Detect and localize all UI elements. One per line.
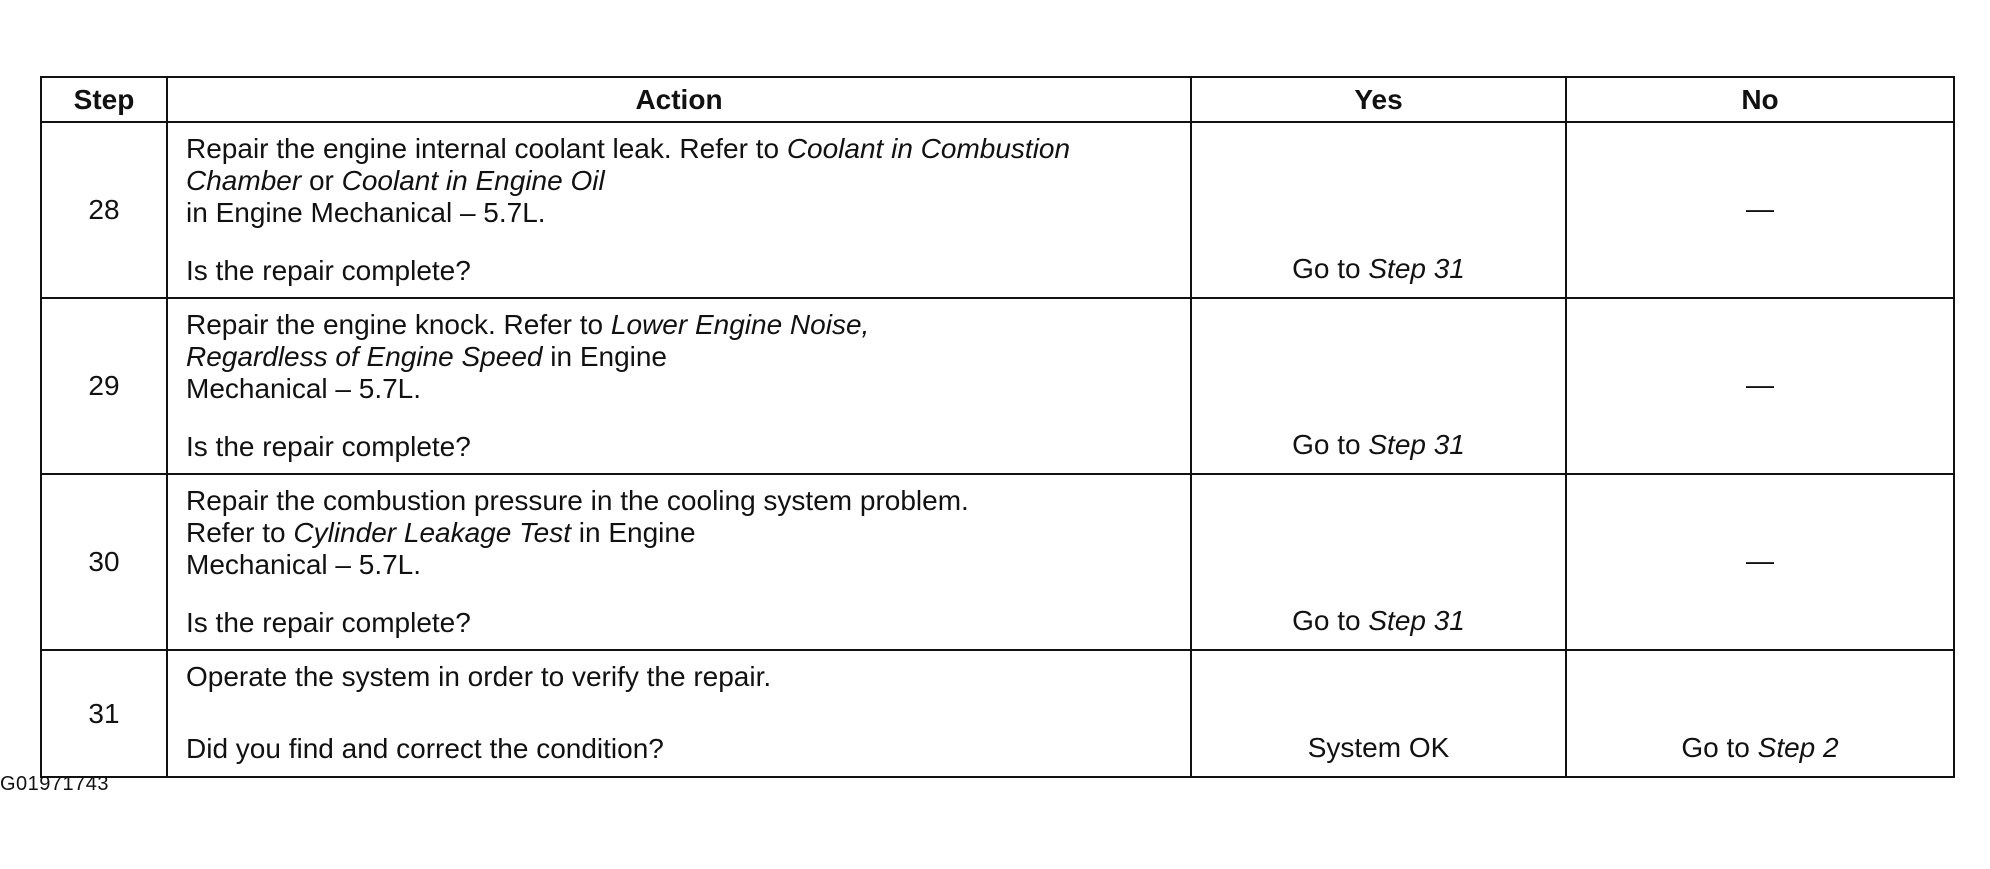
yes-result: System OK — [1307, 732, 1450, 763]
action-cell — [167, 474, 1191, 650]
header-no: No — [1566, 77, 1954, 122]
action-cell — [167, 650, 1191, 777]
yes-cell — [1191, 474, 1566, 650]
yes-cell — [1191, 650, 1566, 777]
action-text: Repair the combustion pressure in the cooling system problem. Refer to Cylinder Leakage Test in Engine Mechanical – 5.7L. — [186, 485, 969, 580]
action-text: Repair the engine knock. Refer to Lower Engine Noise, Regardless of Engine Speed in Engine Mechanical – 5.7L. — [186, 309, 870, 404]
step-number: 30 — [41, 474, 167, 650]
action-text: Operate the system in order to verify the repair. — [186, 661, 772, 692]
table-row — [41, 122, 1954, 298]
step-number: 29 — [41, 298, 167, 474]
action-cell — [167, 298, 1191, 474]
no-cell — [1566, 650, 1954, 777]
no-result: Go to Step 2 — [1681, 732, 1839, 763]
yes-cell — [1191, 298, 1566, 474]
diagnostic-table — [40, 76, 1955, 778]
question-text: Did you find and correct the condition? — [186, 733, 664, 764]
no-dash: — — [1746, 193, 1774, 224]
question-text: Is the repair complete? — [186, 255, 471, 286]
header-row — [41, 77, 1954, 122]
no-cell — [1566, 298, 1954, 474]
step-number: 28 — [41, 122, 167, 298]
figure-id: G01971743 — [0, 773, 110, 795]
table-row — [41, 650, 1954, 777]
yes-cell — [1191, 122, 1566, 298]
table-row — [41, 298, 1954, 474]
header-action: Action — [167, 77, 1191, 122]
header-step: Step — [41, 77, 167, 122]
no-cell — [1566, 122, 1954, 298]
no-cell — [1566, 474, 1954, 650]
step-number: 31 — [41, 650, 167, 777]
no-dash: — — [1746, 545, 1774, 576]
action-text: Repair the engine internal coolant leak. Refer to Coolant in Combustion Chamber or Coolant in Engine Oil in Engine Mechanical – 5.7L. — [186, 133, 1071, 228]
question-text: Is the repair complete? — [186, 607, 471, 638]
yes-result: Go to Step 31 — [1292, 253, 1465, 284]
yes-result: Go to Step 31 — [1292, 605, 1465, 636]
question-text: Is the repair complete? — [186, 431, 471, 462]
no-dash: — — [1746, 369, 1774, 400]
yes-result: Go to Step 31 — [1292, 429, 1465, 460]
table-row — [41, 474, 1954, 650]
header-yes: Yes — [1191, 77, 1566, 122]
action-cell — [167, 122, 1191, 298]
